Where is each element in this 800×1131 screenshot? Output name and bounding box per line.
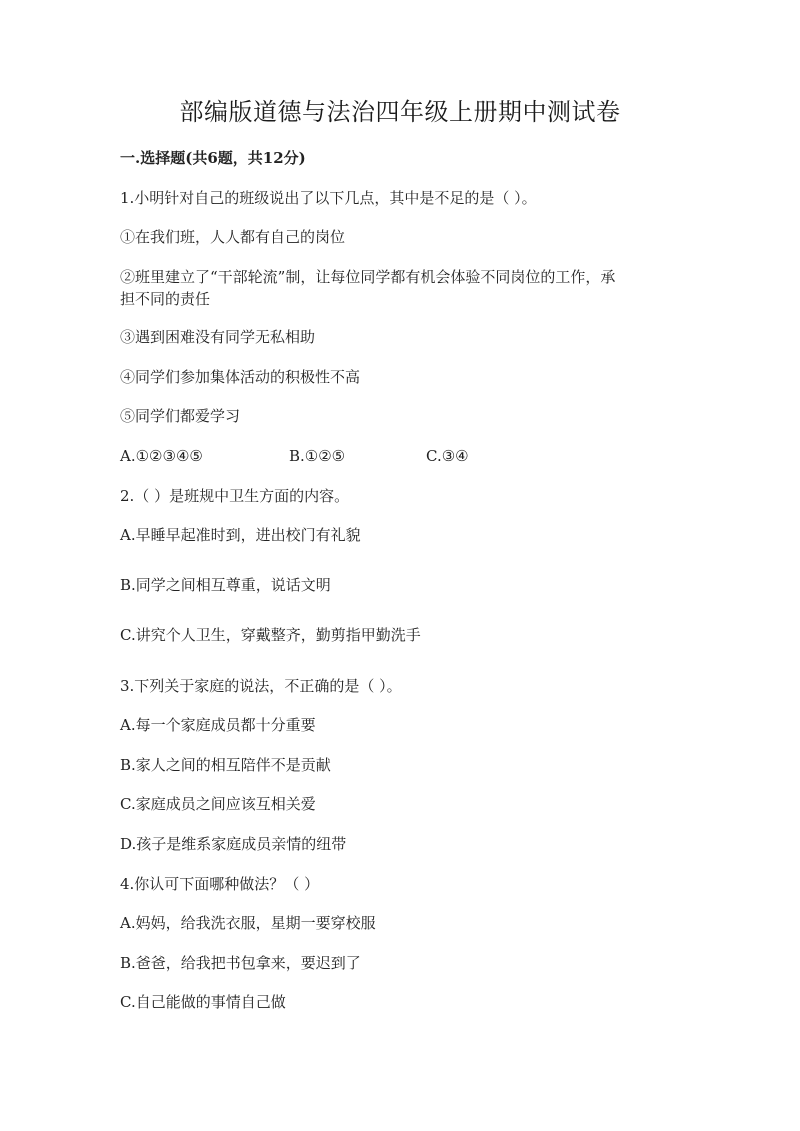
question-1-option-a: A.①②③④⑤ [120, 447, 203, 465]
question-1-stem: 1.小明针对自己的班级说出了以下几点，其中是不足的是（ ）。 [120, 189, 537, 207]
question-4-option-c: C.自己能做的事情自己做 [120, 993, 286, 1011]
question-4-option-b: B.爸爸，给我把书包拿来，要迟到了 [120, 954, 361, 972]
question-1-item-2-continued: 担不同的责任 [120, 290, 211, 308]
section-heading: 一.选择题(共6题，共12分) [120, 149, 306, 167]
question-1-item-3: ③遇到困难没有同学无私相助 [120, 328, 316, 346]
question-1-option-c: C.③④ [426, 447, 469, 465]
question-2-option-b: B.同学之间相互尊重，说话文明 [120, 576, 331, 594]
question-1-item-4: ④同学们参加集体活动的积极性不高 [120, 368, 361, 386]
question-4-stem: 4.你认可下面哪种做法？（ ） [120, 875, 320, 893]
document-title: 部编版道德与法治四年级上册期中测试卷 [179, 98, 621, 126]
question-3-option-a: A.每一个家庭成员都十分重要 [120, 716, 316, 734]
question-4-option-a: A.妈妈，给我洗衣服，星期一要穿校服 [120, 914, 376, 932]
question-3-option-c: C.家庭成员之间应该互相关爱 [120, 795, 316, 813]
question-1-item-5: ⑤同学们都爱学习 [120, 407, 241, 425]
question-3-option-b: B.家人之间的相互陪伴不是贡献 [120, 756, 331, 774]
question-3-stem: 3.下列关于家庭的说法，不正确的是（ ）。 [120, 677, 402, 695]
question-2-option-c: C.讲究个人卫生，穿戴整齐，勤剪指甲勤洗手 [120, 626, 421, 644]
question-3-option-d: D.孩子是维系家庭成员亲情的纽带 [120, 835, 347, 853]
question-1-item-1: ①在我们班，人人都有自己的岗位 [120, 228, 346, 246]
question-2-stem: 2.（ ）是班规中卫生方面的内容。 [120, 487, 350, 505]
question-1-option-b: B.①②⑤ [289, 447, 346, 465]
question-1-item-2: ②班里建立了“干部轮流”制，让每位同学都有机会体验不同岗位的工作，承 [120, 268, 616, 286]
question-2-option-a: A.早睡早起准时到，进出校门有礼貌 [120, 526, 361, 544]
